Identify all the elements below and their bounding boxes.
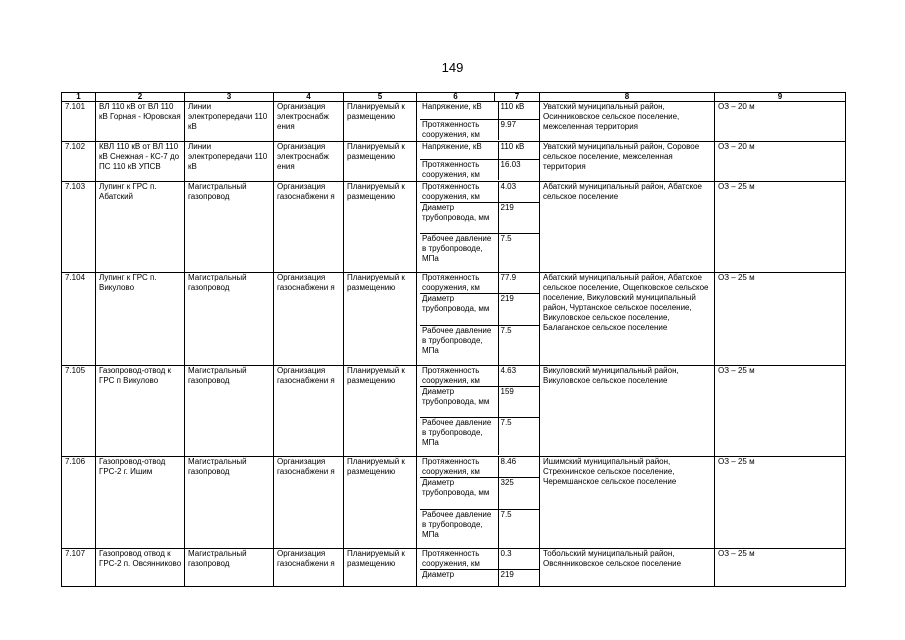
protection-zone: ОЗ – 25 м	[715, 182, 846, 273]
object-name: КВЛ 110 кВ от ВЛ 110 кВ Снежная - КС-7 до ПС 110 кВ УПСВ	[96, 142, 185, 182]
protection-zone: ОЗ – 25 м	[715, 456, 846, 549]
object-type: Магистральный газопровод	[185, 273, 274, 366]
parameter-row	[420, 477, 540, 509]
object-location: Абатский муниципальный район, Абатское сельское поселение	[540, 182, 715, 273]
parameter-label: Диаметр	[420, 570, 498, 586]
column-header: 7	[495, 93, 540, 102]
object-name: Газопровод отвод к ГРС-2 п. Овсянниково	[96, 549, 185, 587]
object-status: Планируемый к размещению	[344, 456, 417, 549]
object-number: 7.106	[62, 456, 96, 549]
parameter-value: 7.5	[498, 234, 540, 272]
parameter-label: Диаметр трубопровода, мм	[420, 386, 498, 417]
protection-zone: ОЗ – 25 м	[715, 549, 846, 587]
object-type: Магистральный газопровод	[185, 182, 274, 273]
parameter-value: 7.5	[498, 417, 540, 455]
parameter-value: 325	[498, 477, 540, 509]
protection-zone: ОЗ – 25 м	[715, 273, 846, 366]
parameter-row	[420, 273, 540, 294]
object-status: Планируемый к размещению	[344, 102, 417, 142]
object-location: Уватский муниципальный район, Осинниковское сельское поселение, межселенная территория	[540, 102, 715, 142]
parameter-row	[420, 102, 540, 119]
parameter-value: 159	[498, 386, 540, 417]
parameter-row	[420, 326, 540, 365]
parameter-value: 7.5	[498, 326, 540, 365]
parameter-label: Протяженность сооружения, км	[420, 549, 498, 570]
parameters-cell	[417, 549, 540, 587]
parameters-cell	[417, 456, 540, 549]
object-purpose: Организация электроснабж ения	[274, 102, 344, 142]
column-header: 2	[96, 93, 185, 102]
parameter-row	[420, 159, 540, 180]
parameter-label: Рабочее давление в трубопроводе, МПа	[420, 326, 498, 365]
parameters-table	[420, 273, 540, 365]
parameter-label: Напряжение, кВ	[420, 102, 498, 119]
object-type: Магистральный газопровод	[185, 549, 274, 587]
parameter-value: 219	[498, 294, 540, 326]
object-purpose: Организация электроснабж ения	[274, 142, 344, 182]
parameter-row	[420, 457, 540, 478]
parameter-label: Протяженность сооружения, км	[420, 457, 498, 478]
object-purpose: Организация газоснабжени я	[274, 456, 344, 549]
protection-zone: ОЗ – 25 м	[715, 365, 846, 456]
parameter-row	[420, 386, 540, 417]
object-location: Абатский муниципальный район, Абатское сельское поселение, Ощепковское сельское поселение, Викуловский муниципальный район, Чуртанское сельское поселение, Викуловское сельское поселение, Балаганское сельское поселение	[540, 273, 715, 366]
table-row	[62, 365, 846, 456]
parameter-row	[420, 366, 540, 387]
parameter-value: 77.9	[498, 273, 540, 294]
object-purpose: Организация газоснабжени я	[274, 549, 344, 587]
parameters-table	[420, 142, 540, 180]
parameter-value: 219	[498, 203, 540, 234]
object-number: 7.103	[62, 182, 96, 273]
object-type: Магистральный газопровод	[185, 456, 274, 549]
parameters-cell	[417, 182, 540, 273]
parameter-label: Протяженность сооружения, км	[420, 119, 498, 140]
object-number: 7.107	[62, 549, 96, 587]
table-row	[62, 102, 846, 142]
table-row	[62, 549, 846, 587]
parameter-value: 9.97	[498, 119, 540, 140]
parameters-cell	[417, 365, 540, 456]
parameter-label: Напряжение, кВ	[420, 142, 498, 159]
object-purpose: Организация газоснабжени я	[274, 182, 344, 273]
table-row	[62, 142, 846, 182]
parameters-table	[420, 549, 540, 586]
parameters-table	[420, 182, 540, 272]
parameter-row	[420, 203, 540, 234]
object-number: 7.102	[62, 142, 96, 182]
parameter-label: Протяженность сооружения, км	[420, 159, 498, 180]
parameter-row	[420, 142, 540, 159]
object-name: Газопровод-отвод ГРС-2 г. Ишим	[96, 456, 185, 549]
object-number: 7.101	[62, 102, 96, 142]
parameter-value: 219	[498, 570, 540, 586]
object-status: Планируемый к размещению	[344, 273, 417, 366]
parameter-row	[420, 570, 540, 586]
object-number: 7.105	[62, 365, 96, 456]
parameter-value: 7.5	[498, 509, 540, 548]
parameter-row	[420, 417, 540, 455]
object-purpose: Организация газоснабжени я	[274, 365, 344, 456]
parameter-label: Протяженность сооружения, км	[420, 273, 498, 294]
column-header: 3	[185, 93, 274, 102]
object-name: Лупинг к ГРС п. Абатский	[96, 182, 185, 273]
parameters-table	[420, 457, 540, 549]
parameter-value: 8.46	[498, 457, 540, 478]
object-location: Ишимский муниципальный район, Стрехнинское сельское поселение, Черемшанское сельское поселение	[540, 456, 715, 549]
column-header: 6	[417, 93, 495, 102]
table-row	[62, 273, 846, 366]
object-type: Линии электропередачи 110 кВ	[185, 142, 274, 182]
parameters-cell	[417, 273, 540, 366]
protection-zone: ОЗ – 20 м	[715, 142, 846, 182]
object-location: Тобольский муниципальный район, Овсянниковское сельское поселение	[540, 549, 715, 587]
object-name: Лупинг к ГРС п. Викулово	[96, 273, 185, 366]
parameter-label: Диаметр трубопровода, мм	[420, 477, 498, 509]
column-header: 5	[344, 93, 417, 102]
parameter-label: Протяженность сооружения, км	[420, 366, 498, 387]
parameter-label: Диаметр трубопровода, мм	[420, 294, 498, 326]
parameter-label: Рабочее давление в трубопроводе, МПа	[420, 417, 498, 455]
parameter-value: 16.03	[498, 159, 540, 180]
object-status: Планируемый к размещению	[344, 182, 417, 273]
parameters-cell	[417, 142, 540, 182]
parameter-label: Протяженность сооружения, км	[420, 182, 498, 203]
parameter-value: 110 кВ	[498, 102, 540, 119]
object-location: Викуловский муниципальный район, Викуловское сельское поселение	[540, 365, 715, 456]
parameters-table	[420, 102, 540, 140]
parameters-cell	[417, 102, 540, 142]
parameter-row	[420, 234, 540, 272]
table-row	[62, 456, 846, 549]
parameter-row	[420, 119, 540, 140]
object-type: Линии электропередачи 110 кВ	[185, 102, 274, 142]
registry-table	[61, 92, 846, 587]
column-header: 8	[540, 93, 715, 102]
parameter-label: Диаметр трубопровода, мм	[420, 203, 498, 234]
object-status: Планируемый к размещению	[344, 365, 417, 456]
column-header: 9	[715, 93, 846, 102]
parameter-label: Рабочее давление в трубопроводе, МПа	[420, 509, 498, 548]
protection-zone: ОЗ – 20 м	[715, 102, 846, 142]
object-purpose: Организация газоснабжени я	[274, 273, 344, 366]
page-number: 149	[441, 60, 464, 75]
parameter-value: 0.3	[498, 549, 540, 570]
table-row	[62, 182, 846, 273]
object-number: 7.104	[62, 273, 96, 366]
parameter-label: Рабочее давление в трубопроводе, МПа	[420, 234, 498, 272]
object-type: Магистральный газопровод	[185, 365, 274, 456]
column-header: 4	[274, 93, 344, 102]
parameter-row	[420, 294, 540, 326]
object-status: Планируемый к размещению	[344, 549, 417, 587]
parameter-row	[420, 549, 540, 570]
column-header: 1	[62, 93, 96, 102]
object-status: Планируемый к размещению	[344, 142, 417, 182]
object-name: ВЛ 110 кВ от ВЛ 110 кВ Горная - Юровская	[96, 102, 185, 142]
object-location: Уватский муниципальный район, Соровое сельское поселение, межселенная территория	[540, 142, 715, 182]
parameter-row	[420, 509, 540, 548]
header-row	[62, 93, 846, 102]
parameter-value: 4.03	[498, 182, 540, 203]
object-name: Газопровод-отвод к ГРС п Викулово	[96, 365, 185, 456]
parameter-row	[420, 182, 540, 203]
parameter-value: 110 кВ	[498, 142, 540, 159]
parameter-value: 4.63	[498, 366, 540, 387]
parameters-table	[420, 366, 540, 456]
